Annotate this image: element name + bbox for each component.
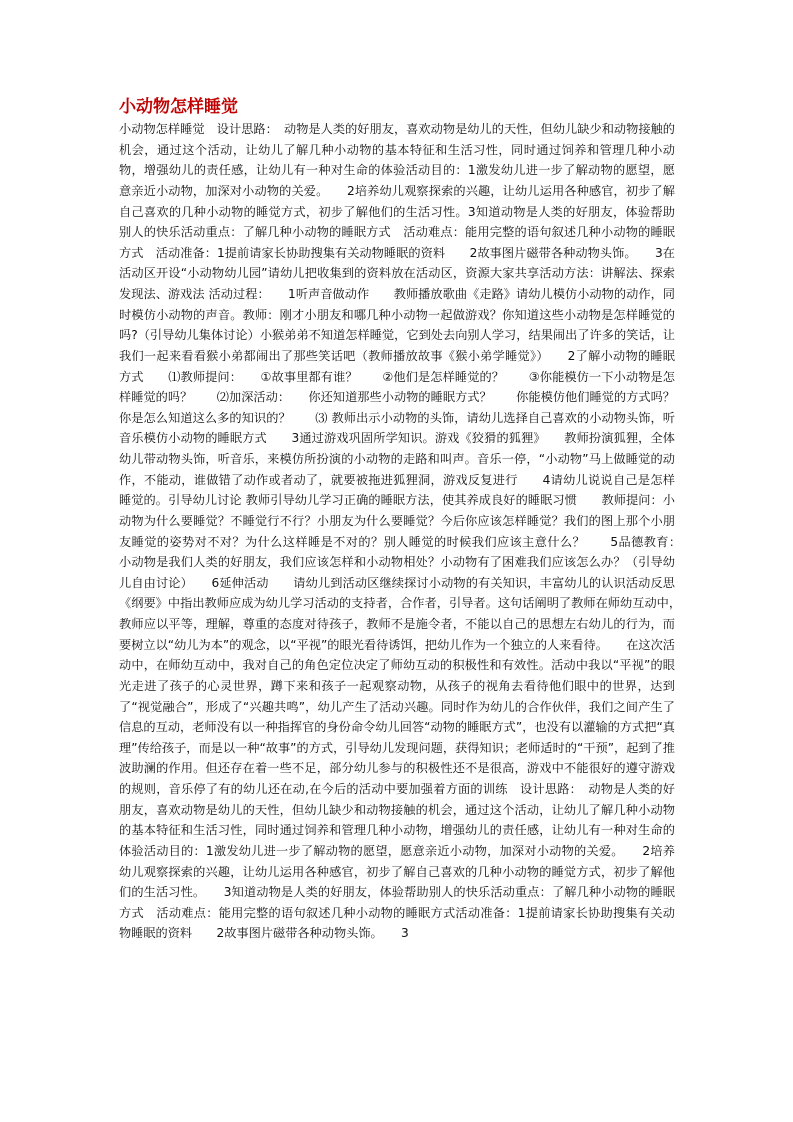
document-title: 小动物怎样睡觉 (119, 97, 238, 117)
document-page (119, 96, 700, 944)
document-body: 小动物怎样睡觉 设计思路： 动物是人类的好朋友，喜欢动物是幼儿的天性，但幼儿缺少和动物接触的机会，通过这个活动，让幼儿了解几种小动物的基本特征和生活习性，同时通过饲养和管理几种小动物，增强幼儿的责任感，让幼儿有一种对生命的体验活动目的：1激发幼儿进一步了解动物的愿望，愿意亲近小动物，加深对小动物的关爱。 2培养幼儿观察探索的兴趣，让幼儿运用各种感官，初步了解自己喜欢的几种小动物的睡觉方式，初步了解他们的生活习性。3知道动物是人类的好朋友，体验帮助别人的快乐活动重点：了解几种小动物的睡眠方式 活动难点：能用完整的语句叙述几种小动物的睡眠方式 活动准备：1提前请家长协助搜集有关动物睡眠的资料 2故事图片磁带各种动物头饰。 3在活动区开设“小动物幼儿园”请幼儿把收集到的资料放在活动区，资源大家共享活动方法：讲解法、探索发现法、游戏法 活动过程： 1听声音做动作 教师播放歌曲《走路》请幼儿模仿小动物的动作，同时模仿小动物的声音。教师：刚才小朋友和哪几种小动物一起做游戏？你知道这些小动物是怎样睡觉的吗?（引导幼儿集体讨论）小猴弟弟不知道怎样睡觉，它到处去向别人学习，结果闹出了许多的笑话，让我们一起来看看猴小弟都闹出了那些笑话吧（教师播放故事《猴小弟学睡觉》） 2了解小动物的睡眠方式 ⑴教师提问： ①故事里都有谁？ ②他们是怎样睡觉的？ ③你能模仿一下小动物是怎样睡觉的吗？ ⑵加深活动： 你还知道那些小动物的睡眠方式？ 你能模仿他们睡觉的方式吗？ 你是怎么知道这么多的知识的？ ⑶ 教师出示小动物的头饰，请幼儿选择自己喜欢的小动物头饰，听音乐模仿小动物的睡眠方式 3通过游戏巩固所学知识。游戏《狡猾的狐狸》 教师扮演狐狸，全体幼儿带动物头饰，听音乐，来模仿所扮演的小动物的走路和叫声。音乐一停，“小动物”马上做睡觉的动作，不能动，谁做错了动作或者动了，就要被拖进狐狸洞，游戏反复进行 4请幼儿说说自己是怎样睡觉的。引导幼儿讨论 教师引导幼儿学习正确的睡眠方法，使其养成良好的睡眠习惯 教师提问：小动物为什么要睡觉？不睡觉行不行？小朋友为什么要睡觉？今后你应该怎样睡觉？我们的图上那个小朋友睡觉的姿势对不对？为什么这样睡是不对的？别人睡觉的时候我们应该主意什么？ 5品德教育： 小动物是我们人类的好朋友，我们应该怎样和小动物相处？小动物有了困难我们应该怎么办？（引导幼儿自由讨论） 6延伸活动 请幼儿到活动区继续探讨小动物的有关知识，丰富幼儿的认识活动反思 《纲要》中指出教师应成为幼儿学习活动的支持者，合作者，引导者。这句话阐明了教师在师幼互动中， 教师应以平等，理解，尊重的态度对待孩子，教师不是施令者，不能以自己的思想左右幼儿的行为，而要树立以“幼儿为本”的观念，以“平视”的眼光看待诱饵，把幼儿作为一个独立的人来看待。 在这次活动中，在师幼互动中，我对自己的角色定位决定了师幼互动的积极性和有效性。活动中我以“平视”的眼光走进了孩子的心灵世界，蹲下来和孩子一起观察动物，从孩子的视角去看待他们眼中的世界，达到了“视觉融合”，形成了“兴趣共鸣”，幼儿产生了活动兴趣。同时作为幼儿的合作伙伴，我们之间产生了信息的互动，老师没有以一种指挥官的身份命令幼儿回答“动物的睡眠方式”，也没有以灌输的方式把“真理”传给孩子，而是以一种“故事”的方式，引导幼儿发现问题，获得知识；老师适时的“干预”，起到了推波助澜的作用。但还存在着一些不足，部分幼儿参与的积极性还不是很高，游戏中不能很好的遵守游戏的规则，音乐停了有的幼儿还在动,在今后的活动中要加强着方面的训练 设计思路： 动物是人类的好朋友，喜欢动物是幼儿的天性，但幼儿缺少和动物接触的机会，通过这个活动，让幼儿了解几种小动物的基本特征和生活习性，同时通过饲养和管理几种小动物，增强幼儿的责任感，让幼儿有一种对生命的体验活动目的：1激发幼儿进一步了解动物的愿望，愿意亲近小动物，加深对小动物的关爱。 2培养幼儿观察探索的兴趣，让幼儿运用各种感官，初步了解自己喜欢的几种小动物的睡觉方式，初步了解他们的生活习性。 3知道动物是人类的好朋友，体验帮助别人的快乐活动重点：了解几种小动物的睡眠方式 活动难点：能用完整的语句叙述几种小动物的睡眠方式活动准备：1提前请家长协助搜集有关动物睡眠的资料 2故事图片磁带各种动物头饰。 3 (119, 122, 700, 941)
